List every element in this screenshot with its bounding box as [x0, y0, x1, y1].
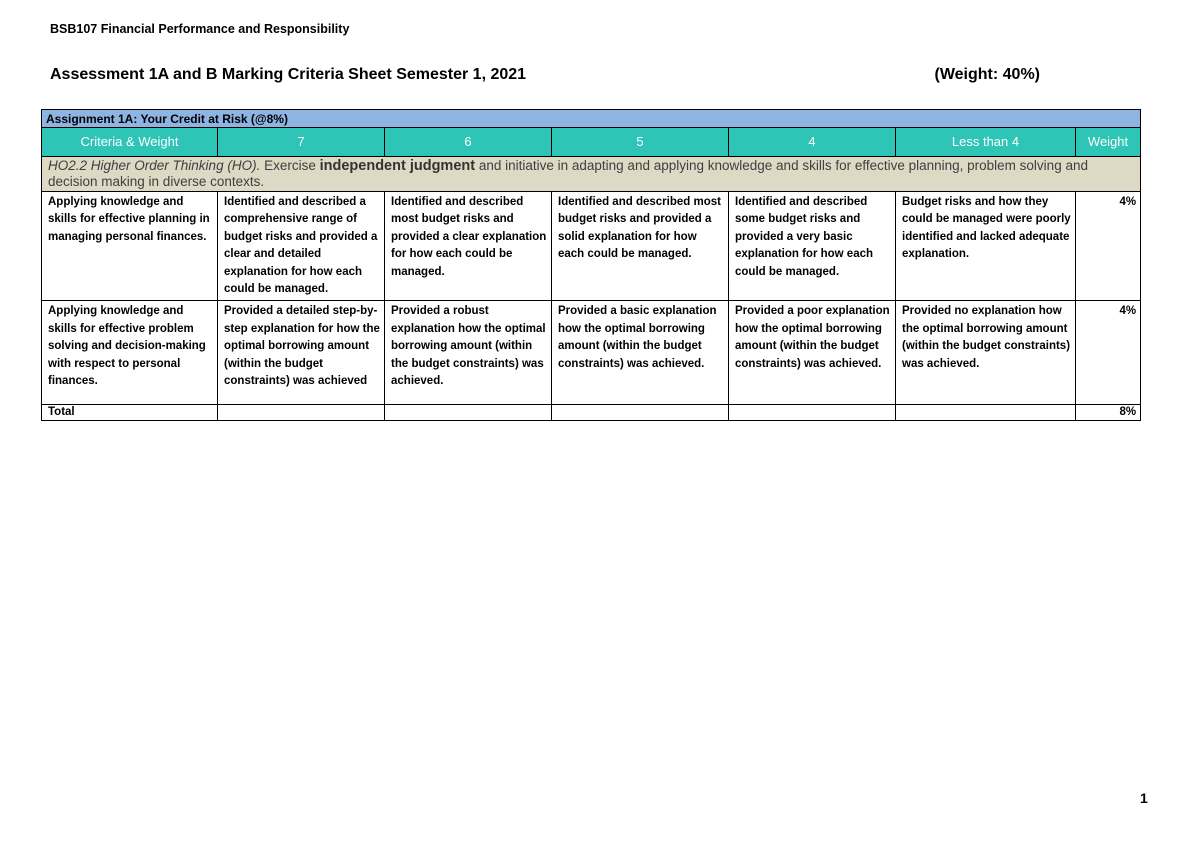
table-row	[42, 301, 1141, 405]
total-empty-cell	[552, 405, 729, 421]
grade-less-4-cell: Provided no explanation how the optimal borrowing amount (within the budget constraints) was achieved.	[896, 301, 1076, 405]
header-weight: Weight	[1076, 128, 1141, 157]
grade-5-cell: Identified and described most budget risks and provided a solid explanation for how each could be managed.	[552, 192, 729, 301]
weight-cell: 4%	[1076, 301, 1141, 405]
column-header-row	[42, 128, 1141, 157]
grade-7-cell: Identified and described a comprehensive range of budget risks and provided a clear and detailed explanation for how each could be managed.	[218, 192, 385, 301]
grade-7-cell: Provided a detailed step-by-step explanation for how the optimal borrowing amount (within the budget constraints) was achieved	[218, 301, 385, 405]
title-bar	[50, 66, 1040, 84]
header-criteria: Criteria & Weight	[42, 128, 218, 157]
learning-outcome-code: HO2.2 Higher Order Thinking (HO).	[48, 158, 261, 173]
grade-less-4-cell: Budget risks and how they could be managed were poorly identified and lacked adequate explanation.	[896, 192, 1076, 301]
grade-4-cell: Identified and described some budget risks and provided a very basic explanation for how each could be managed.	[729, 192, 896, 301]
learning-outcome	[42, 157, 1141, 192]
total-row	[42, 405, 1141, 421]
header-grade-5: 5	[552, 128, 729, 157]
grade-6-cell: Identified and described most budget risks and provided a clear explanation for how each could be managed.	[385, 192, 552, 301]
header-grade-6: 6	[385, 128, 552, 157]
learning-outcome-post: and initiative in adapting and applying knowledge and skills for effective planning, problem solving and decision making in diverse contexts.	[48, 158, 1088, 189]
grade-6-cell: Provided a robust explanation how the optimal borrowing amount (within the budget constraints) was achieved.	[385, 301, 552, 405]
grade-5-cell: Provided a basic explanation how the optimal borrowing amount (within the budget constraints) was achieved.	[552, 301, 729, 405]
total-empty-cell	[218, 405, 385, 421]
weight-note: (Weight: 40%)	[934, 66, 1040, 83]
total-empty-cell	[729, 405, 896, 421]
weight-cell: 4%	[1076, 192, 1141, 301]
total-empty-cell	[385, 405, 552, 421]
header-grade-4: 4	[729, 128, 896, 157]
criteria-cell: Applying knowledge and skills for effective planning in managing personal finances.	[42, 192, 218, 301]
total-empty-cell	[896, 405, 1076, 421]
course-header: BSB107 Financial Performance and Responsibility	[50, 22, 350, 36]
section-title: Assignment 1A: Your Credit at Risk (@8%)	[42, 110, 1141, 128]
marking-criteria-table	[41, 109, 1141, 421]
table-row	[42, 192, 1141, 301]
learning-outcome-row	[42, 157, 1141, 192]
total-label: Total	[42, 405, 218, 421]
page-number: 1	[1140, 790, 1148, 806]
criteria-cell: Applying knowledge and skills for effective problem solving and decision-making with respect to personal finances.	[42, 301, 218, 405]
learning-outcome-pre: Exercise	[260, 158, 320, 173]
page-title: Assessment 1A and B Marking Criteria Sheet Semester 1, 2021	[50, 66, 527, 83]
total-weight: 8%	[1076, 405, 1141, 421]
section-header-row	[42, 110, 1141, 128]
header-grade-7: 7	[218, 128, 385, 157]
learning-outcome-strong: independent judgment	[319, 158, 476, 174]
grade-4-cell: Provided a poor explanation how the optimal borrowing amount (within the budget constraints) was achieved.	[729, 301, 896, 405]
header-grade-less-4: Less than 4	[896, 128, 1076, 157]
